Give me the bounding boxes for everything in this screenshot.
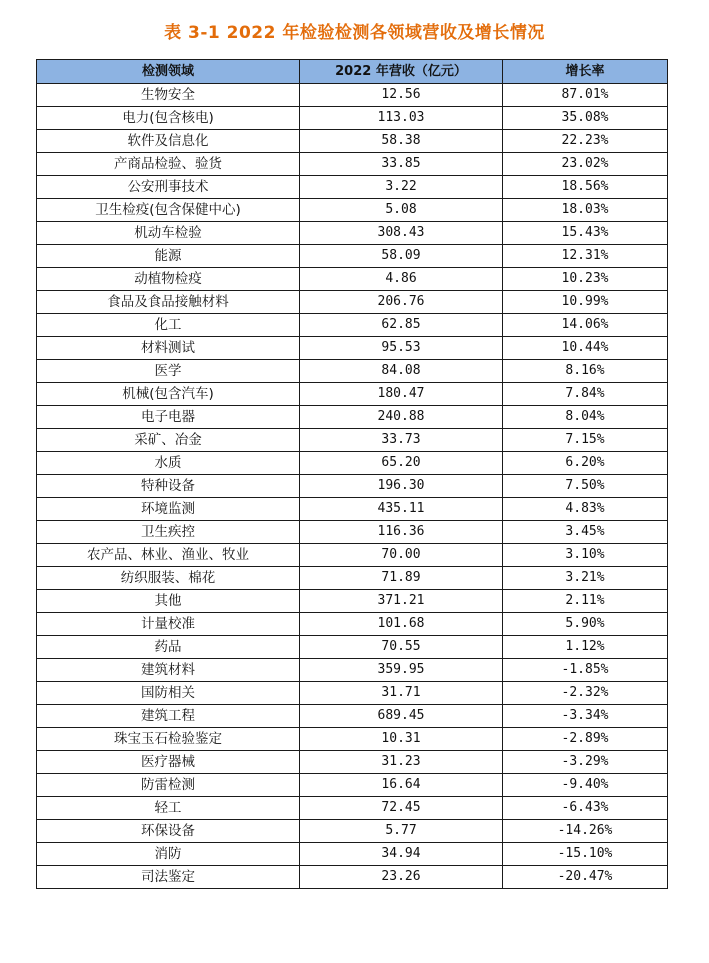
- table-row: [37, 199, 668, 222]
- growth-cell: 14.06%: [503, 314, 668, 337]
- field-cell: 消防: [37, 843, 300, 866]
- table-row: [37, 636, 668, 659]
- revenue-cell: 435.11: [300, 498, 503, 521]
- field-cell: 特种设备: [37, 475, 300, 498]
- table-row: [37, 797, 668, 820]
- revenue-cell: 33.73: [300, 429, 503, 452]
- growth-cell: 7.50%: [503, 475, 668, 498]
- growth-cell: -3.29%: [503, 751, 668, 774]
- revenue-cell: 116.36: [300, 521, 503, 544]
- revenue-cell: 70.00: [300, 544, 503, 567]
- revenue-cell: 16.64: [300, 774, 503, 797]
- revenue-cell: 113.03: [300, 107, 503, 130]
- field-cell: 电子电器: [37, 406, 300, 429]
- growth-cell: 7.15%: [503, 429, 668, 452]
- header-revenue: 2022 年营收（亿元）: [300, 60, 503, 84]
- field-cell: 医疗器械: [37, 751, 300, 774]
- table-row: [37, 222, 668, 245]
- table-row: [37, 705, 668, 728]
- table-row: [37, 383, 668, 406]
- field-cell: 环境监测: [37, 498, 300, 521]
- table-row: [37, 291, 668, 314]
- revenue-cell: 12.56: [300, 84, 503, 107]
- growth-cell: 10.44%: [503, 337, 668, 360]
- table-row: [37, 268, 668, 291]
- table-row: [37, 429, 668, 452]
- table-row: [37, 751, 668, 774]
- table-row: [37, 843, 668, 866]
- field-cell: 动植物检疫: [37, 268, 300, 291]
- revenue-cell: 180.47: [300, 383, 503, 406]
- growth-cell: -3.34%: [503, 705, 668, 728]
- field-cell: 国防相关: [37, 682, 300, 705]
- field-cell: 机械(包含汽车): [37, 383, 300, 406]
- table-row: [37, 521, 668, 544]
- revenue-cell: 31.23: [300, 751, 503, 774]
- growth-cell: 18.03%: [503, 199, 668, 222]
- growth-cell: 3.21%: [503, 567, 668, 590]
- revenue-cell: 84.08: [300, 360, 503, 383]
- field-cell: 卫生检疫(包含保健中心): [37, 199, 300, 222]
- revenue-cell: 196.30: [300, 475, 503, 498]
- field-cell: 建筑材料: [37, 659, 300, 682]
- revenue-cell: 3.22: [300, 176, 503, 199]
- growth-cell: 7.84%: [503, 383, 668, 406]
- table-row: [37, 314, 668, 337]
- revenue-cell: 72.45: [300, 797, 503, 820]
- field-cell: 轻工: [37, 797, 300, 820]
- table-row: [37, 682, 668, 705]
- field-cell: 产商品检验、验货: [37, 153, 300, 176]
- field-cell: 建筑工程: [37, 705, 300, 728]
- table-body: [37, 84, 668, 889]
- field-cell: 食品及食品接触材料: [37, 291, 300, 314]
- revenue-cell: 359.95: [300, 659, 503, 682]
- growth-cell: 10.99%: [503, 291, 668, 314]
- revenue-cell: 10.31: [300, 728, 503, 751]
- field-cell: 农产品、林业、渔业、牧业: [37, 544, 300, 567]
- revenue-cell: 62.85: [300, 314, 503, 337]
- header-growth: 增长率: [503, 60, 668, 84]
- field-cell: 司法鉴定: [37, 866, 300, 889]
- table-header: [37, 60, 668, 84]
- growth-cell: 8.04%: [503, 406, 668, 429]
- header-row: [37, 60, 668, 84]
- field-cell: 环保设备: [37, 820, 300, 843]
- field-cell: 公安刑事技术: [37, 176, 300, 199]
- table-row: [37, 613, 668, 636]
- revenue-cell: 23.26: [300, 866, 503, 889]
- revenue-cell: 31.71: [300, 682, 503, 705]
- field-cell: 防雷检测: [37, 774, 300, 797]
- revenue-cell: 65.20: [300, 452, 503, 475]
- table-row: [37, 130, 668, 153]
- revenue-cell: 33.85: [300, 153, 503, 176]
- field-cell: 药品: [37, 636, 300, 659]
- field-cell: 化工: [37, 314, 300, 337]
- growth-cell: -2.32%: [503, 682, 668, 705]
- field-cell: 电力(包含核电): [37, 107, 300, 130]
- revenue-cell: 71.89: [300, 567, 503, 590]
- growth-cell: 2.11%: [503, 590, 668, 613]
- table-row: [37, 406, 668, 429]
- growth-cell: -14.26%: [503, 820, 668, 843]
- table-row: [37, 567, 668, 590]
- revenue-cell: 70.55: [300, 636, 503, 659]
- growth-cell: 23.02%: [503, 153, 668, 176]
- revenue-cell: 58.38: [300, 130, 503, 153]
- table-row: [37, 820, 668, 843]
- field-cell: 纺织服装、棉花: [37, 567, 300, 590]
- header-field: 检测领域: [37, 60, 300, 84]
- table-row: [37, 360, 668, 383]
- table-row: [37, 774, 668, 797]
- field-cell: 卫生疾控: [37, 521, 300, 544]
- table-row: [37, 544, 668, 567]
- revenue-cell: 308.43: [300, 222, 503, 245]
- table-row: [37, 590, 668, 613]
- table-row: [37, 659, 668, 682]
- revenue-cell: 34.94: [300, 843, 503, 866]
- table-row: [37, 475, 668, 498]
- field-cell: 机动车检验: [37, 222, 300, 245]
- table-row: [37, 866, 668, 889]
- revenue-cell: 4.86: [300, 268, 503, 291]
- growth-cell: 1.12%: [503, 636, 668, 659]
- revenue-cell: 5.08: [300, 199, 503, 222]
- table-row: [37, 245, 668, 268]
- table-row: [37, 153, 668, 176]
- table-row: [37, 452, 668, 475]
- growth-cell: 35.08%: [503, 107, 668, 130]
- growth-cell: -20.47%: [503, 866, 668, 889]
- growth-cell: -6.43%: [503, 797, 668, 820]
- revenue-cell: 5.77: [300, 820, 503, 843]
- table-row: [37, 337, 668, 360]
- field-cell: 材料测试: [37, 337, 300, 360]
- revenue-cell: 101.68: [300, 613, 503, 636]
- table-row: [37, 498, 668, 521]
- revenue-growth-table: [36, 59, 668, 889]
- table-row: [37, 728, 668, 751]
- table-row: [37, 176, 668, 199]
- growth-cell: 10.23%: [503, 268, 668, 291]
- growth-cell: 22.23%: [503, 130, 668, 153]
- growth-cell: -2.89%: [503, 728, 668, 751]
- growth-cell: 4.83%: [503, 498, 668, 521]
- growth-cell: -1.85%: [503, 659, 668, 682]
- table-row: [37, 84, 668, 107]
- field-cell: 医学: [37, 360, 300, 383]
- growth-cell: 87.01%: [503, 84, 668, 107]
- growth-cell: 5.90%: [503, 613, 668, 636]
- revenue-cell: 58.09: [300, 245, 503, 268]
- growth-cell: 18.56%: [503, 176, 668, 199]
- growth-cell: 6.20%: [503, 452, 668, 475]
- revenue-cell: 95.53: [300, 337, 503, 360]
- revenue-cell: 689.45: [300, 705, 503, 728]
- field-cell: 计量校准: [37, 613, 300, 636]
- table-row: [37, 107, 668, 130]
- growth-cell: 3.45%: [503, 521, 668, 544]
- field-cell: 水质: [37, 452, 300, 475]
- revenue-cell: 240.88: [300, 406, 503, 429]
- field-cell: 采矿、冶金: [37, 429, 300, 452]
- revenue-cell: 206.76: [300, 291, 503, 314]
- revenue-cell: 371.21: [300, 590, 503, 613]
- growth-cell: -9.40%: [503, 774, 668, 797]
- field-cell: 能源: [37, 245, 300, 268]
- table-caption: 表 3-1 2022 年检验检测各领域营收及增长情况: [164, 23, 545, 43]
- field-cell: 其他: [37, 590, 300, 613]
- field-cell: 生物安全: [37, 84, 300, 107]
- growth-cell: 8.16%: [503, 360, 668, 383]
- growth-cell: 12.31%: [503, 245, 668, 268]
- growth-cell: -15.10%: [503, 843, 668, 866]
- growth-cell: 15.43%: [503, 222, 668, 245]
- field-cell: 软件及信息化: [37, 130, 300, 153]
- growth-cell: 3.10%: [503, 544, 668, 567]
- field-cell: 珠宝玉石检验鉴定: [37, 728, 300, 751]
